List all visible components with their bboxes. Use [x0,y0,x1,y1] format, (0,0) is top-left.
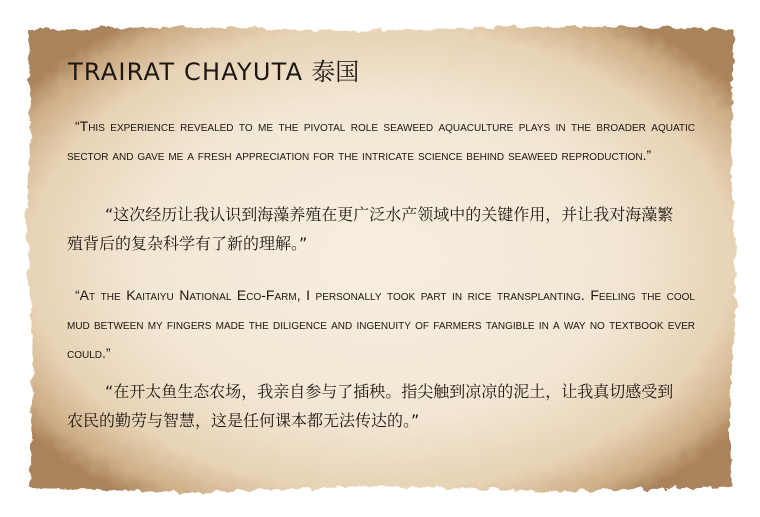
quote-2-chinese: “在开太鱼生态农场，我亲自参与了插秧。指尖触到凉凉的泥土，让我真切感受到农民的勤劳与智慧，这是任何课本都无法传达的。” [67,382,674,430]
quote-1-chinese: “这次经历让我认识到海藻养殖在更广泛水产领域中的关键作用，并让我对海藻繁殖背后的复杂科学有了新的理解。” [67,205,674,253]
person-name-heading [68,60,359,84]
name-en: TRAIRAT CHAYUTA [68,58,304,86]
quote-2-english: “At the Kaitaiyu National Eco-Farm, I personally took part in rice transplanting. Feeling the cool mud between my fingers made the diligence and ingenuity of farmers tangible in a way no textbook ever could.” [67,287,695,361]
country-cn: 泰国 [311,58,360,86]
quote-1-english: “This experience revealed to me the pivotal role seaweed aquaculture plays in the broader aquatic sector and gave me a fresh appreciation for the intricate science behind seaweed reproduction.” [67,118,695,163]
